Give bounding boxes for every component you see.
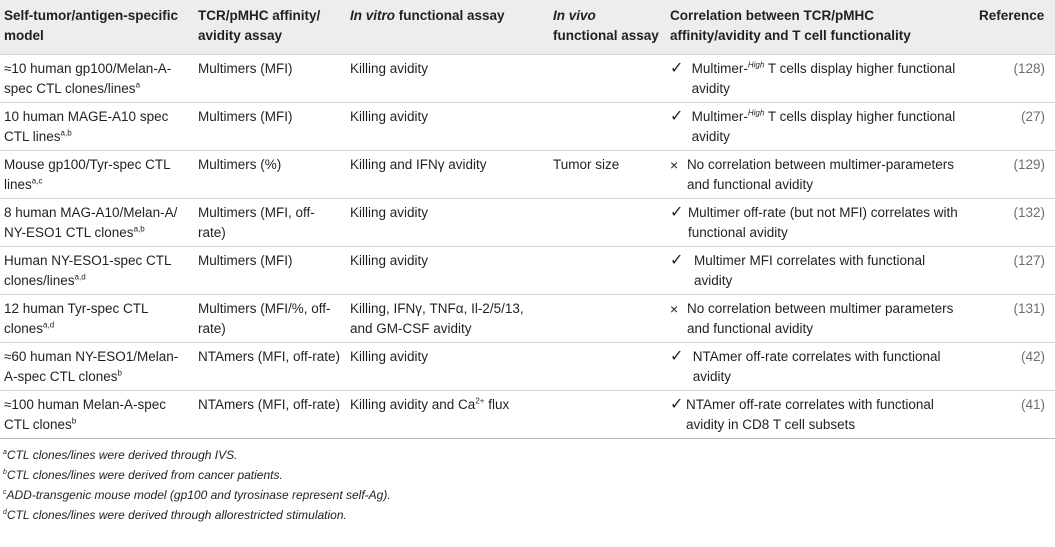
correlation-text-post: T cells display higher functional avidity <box>691 109 956 144</box>
correlation-superscript: High <box>747 108 765 118</box>
footnote-text: ADD-transgenic mouse model (gp100 and tyrosinase represent self-Ag). <box>6 488 391 502</box>
correlation-content <box>670 395 967 435</box>
correlation-text <box>693 347 967 387</box>
cell-invivo <box>549 55 666 103</box>
cell-invivo <box>549 199 666 247</box>
cell-assay: NTAmers (MFI, off-rate) <box>198 349 341 364</box>
model-text: ≈100 human Melan-A-spec CTL clones <box>4 397 166 432</box>
correlation-content <box>670 155 967 195</box>
model-footnote-mark: a <box>135 80 141 90</box>
cell-invitro <box>346 199 549 247</box>
cell-reference <box>971 343 1055 391</box>
table-row <box>0 103 1055 151</box>
reference-link: (128) <box>1013 61 1045 76</box>
table-row <box>0 295 1055 343</box>
cell-invitro <box>346 103 549 151</box>
correlation-content <box>670 299 967 339</box>
cell-model <box>0 391 194 439</box>
correlation-content <box>670 347 967 387</box>
invitro-text: Killing, IFNγ, TNFα, Il-2/5/13, and GM-CSF avidity <box>350 301 524 336</box>
model-footnote-mark: a,d <box>74 272 86 282</box>
cell-invitro <box>346 151 549 199</box>
cell-assay: Multimers (%) <box>198 157 282 172</box>
cell-invitro <box>346 343 549 391</box>
cell-assay: Multimers (MFI) <box>198 109 293 124</box>
correlation-superscript: High <box>747 60 765 70</box>
correlation-text <box>692 59 967 99</box>
table-row <box>0 55 1055 103</box>
cell-correlation <box>666 151 971 199</box>
footnote <box>3 487 391 503</box>
cell-reference <box>971 247 1055 295</box>
model-text: Mouse gp100/Tyr-spec CTL lines <box>4 157 171 192</box>
cell-assay: Multimers (MFI) <box>198 253 293 268</box>
cell-reference <box>971 103 1055 151</box>
cell-invivo <box>549 391 666 439</box>
table-row <box>0 391 1055 439</box>
cell-invivo <box>549 343 666 391</box>
cell-correlation <box>666 103 971 151</box>
model-footnote-mark: b <box>117 368 122 378</box>
invitro-text: Killing avidity <box>350 61 429 76</box>
correlation-text-post: T cells display higher functional avidity <box>691 61 956 96</box>
model-footnote-mark: a,b <box>133 224 145 234</box>
invitro-text: Killing avidity <box>350 349 429 364</box>
correlation-text-pre: No correlation between multimer parameters and functional avidity <box>686 301 954 336</box>
table-header <box>0 0 1055 55</box>
header-model: Self-tumor/antigen-specific model <box>4 8 179 43</box>
header-invivo: In vivo functional assay <box>553 8 659 43</box>
check-icon: ✓ <box>670 252 684 269</box>
invitro-text-post: flux <box>484 397 510 412</box>
header-reference: Reference <box>979 8 1045 23</box>
check-icon: ✓ <box>670 108 684 125</box>
reference-link: (41) <box>1020 397 1045 412</box>
cell-invitro <box>346 247 549 295</box>
cell-model <box>0 199 194 247</box>
cell-invitro <box>346 295 549 343</box>
cross-icon: × <box>670 157 679 173</box>
cell-assay: Multimers (MFI) <box>198 61 293 76</box>
model-footnote-mark: a,c <box>31 176 43 186</box>
invitro-text: Killing avidity <box>350 109 429 124</box>
header-correlation: Correlation between TCR/pMHC affinity/avidity and T cell functionality <box>670 8 911 43</box>
cell-invivo <box>549 295 666 343</box>
correlation-text-pre: Multimer MFI correlates with functional avidity <box>694 253 926 288</box>
reference-link: (42) <box>1020 349 1045 364</box>
correlation-text <box>688 203 967 243</box>
invitro-text: Killing avidity <box>350 205 429 220</box>
table-row <box>0 199 1055 247</box>
table-row <box>0 343 1055 391</box>
cell-model <box>0 55 194 103</box>
table-row <box>0 247 1055 295</box>
cell-correlation <box>666 295 971 343</box>
cell-correlation <box>666 391 971 439</box>
correlation-text-pre: Multimer- <box>691 61 748 76</box>
check-icon: ✓ <box>670 348 684 365</box>
cell-assay: Multimers (MFI, off-rate) <box>198 205 315 240</box>
footnote <box>3 467 283 483</box>
cell-correlation <box>666 247 971 295</box>
footnote-text: CTL clones/lines were derived through allorestricted stimulation. <box>6 508 347 522</box>
reference-link: (131) <box>1013 301 1045 316</box>
cell-invivo: Tumor size <box>553 157 620 172</box>
cell-reference <box>971 295 1055 343</box>
model-text: 8 human MAG-A10/Melan-A/ NY-ESO1 CTL clones <box>4 205 178 240</box>
table-row <box>0 151 1055 199</box>
footnote-text: CTL clones/lines were derived from cancer patients. <box>6 468 283 482</box>
cell-assay: NTAmers (MFI, off-rate) <box>198 397 341 412</box>
cell-reference <box>971 55 1055 103</box>
cross-icon: × <box>670 301 679 317</box>
correlation-content <box>670 59 967 99</box>
invitro-text: Killing avidity <box>350 253 429 268</box>
correlation-text-pre: Multimer off-rate (but not MFI) correlates with functional avidity <box>687 205 958 240</box>
cell-correlation <box>666 55 971 103</box>
table-body <box>0 55 1055 439</box>
correlation-text-pre: No correlation between multimer-parameters and functional avidity <box>686 157 955 192</box>
cell-reference <box>971 199 1055 247</box>
model-footnote-mark: a,d <box>43 320 55 330</box>
correlation-content <box>670 107 967 147</box>
model-text: ≈60 human NY-ESO1/Melan-A-spec CTL clones <box>4 349 179 384</box>
invitro-text: Killing avidity and Ca <box>350 397 476 412</box>
cell-model <box>0 247 194 295</box>
cell-assay: Multimers (MFI/%, off-rate) <box>198 301 331 336</box>
header-affinity: TCR/pMHC affinity/ avidity assay <box>198 8 321 43</box>
cell-invivo <box>549 247 666 295</box>
footnote <box>3 507 347 523</box>
model-text: ≈10 human gp100/Melan-A-spec CTL clones/lines <box>4 61 172 96</box>
invitro-superscript: 2+ <box>475 396 485 406</box>
correlation-text <box>692 107 967 147</box>
reference-link: (27) <box>1020 109 1045 124</box>
check-icon: ✓ <box>670 204 684 221</box>
cell-correlation <box>666 199 971 247</box>
model-text: 12 human Tyr-spec CTL clones <box>4 301 149 336</box>
correlation-text-pre: NTAmer off-rate correlates with functional avidity <box>692 349 941 384</box>
model-text: Human NY-ESO1-spec CTL clones/lines <box>4 253 172 288</box>
correlation-text <box>686 395 967 435</box>
footnote-mark: b <box>3 469 7 476</box>
correlation-content <box>670 203 967 243</box>
cell-model <box>0 343 194 391</box>
cell-reference <box>971 391 1055 439</box>
cell-invivo <box>549 103 666 151</box>
correlation-text <box>687 155 967 195</box>
correlation-text <box>694 251 967 291</box>
footnote-mark: d <box>3 509 7 516</box>
check-icon: ✓ <box>670 396 684 413</box>
cell-model <box>0 295 194 343</box>
correlation-text-pre: Multimer- <box>691 109 748 124</box>
footnote-mark: a <box>3 449 7 456</box>
reference-link: (129) <box>1013 157 1045 172</box>
reference-link: (132) <box>1013 205 1045 220</box>
cell-model <box>0 151 194 199</box>
model-footnote-mark: b <box>71 416 77 426</box>
correlation-text-pre: NTAmer off-rate correlates with functional avidity in CD8 T cell subsets <box>686 397 934 432</box>
footnote-text: CTL clones/lines were derived through IVS. <box>6 448 238 462</box>
cell-reference <box>971 151 1055 199</box>
model-footnote-mark: a,b <box>60 128 72 138</box>
model-text: 10 human MAGE-A10 spec CTL lines <box>4 109 169 144</box>
footnote <box>3 447 237 463</box>
cell-model <box>0 103 194 151</box>
footnote-mark: c <box>3 489 7 496</box>
correlation-text <box>687 299 967 339</box>
check-icon: ✓ <box>670 60 684 77</box>
cell-correlation <box>666 343 971 391</box>
correlation-content <box>670 251 967 291</box>
invitro-text: Killing and IFNγ avidity <box>350 157 487 172</box>
header-invitro: In vitro functional assay <box>350 8 505 23</box>
reference-link: (127) <box>1013 253 1045 268</box>
cell-invitro <box>346 55 549 103</box>
cell-invitro <box>346 391 549 439</box>
